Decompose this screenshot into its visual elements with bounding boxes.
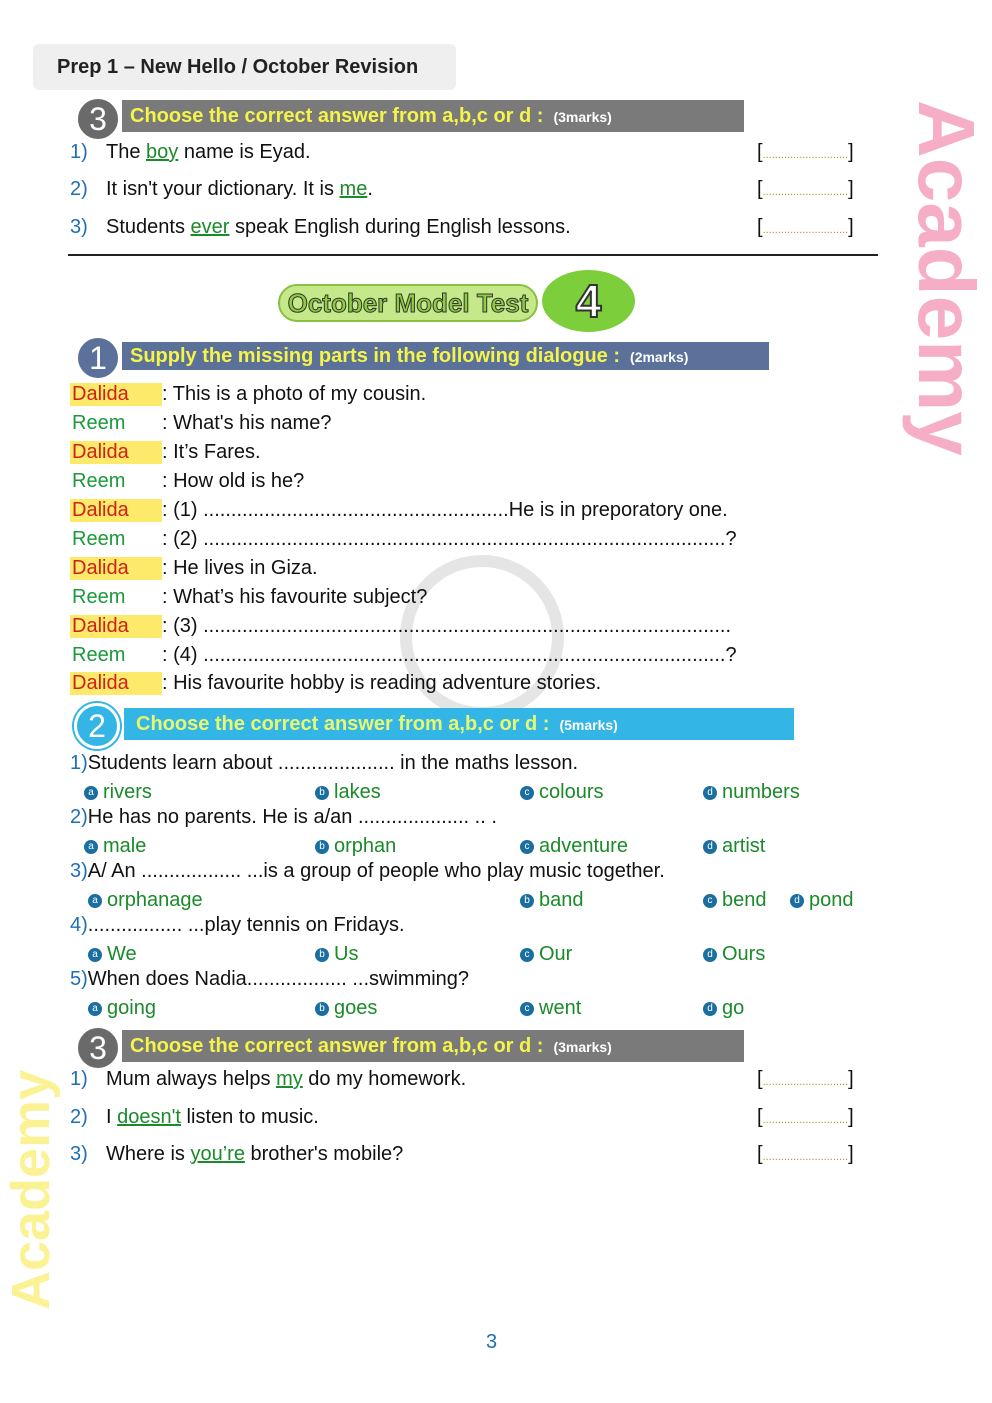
section-number: 1: [76, 336, 120, 380]
option-b[interactable]: b band: [520, 889, 584, 912]
section-marks: (2marks): [630, 349, 689, 365]
option-d[interactable]: d pond: [790, 889, 854, 912]
option-a[interactable]: a rivers: [84, 781, 152, 804]
question-item: 2) I doesn't listen to music.: [70, 1106, 319, 1128]
option-c[interactable]: c colours: [520, 781, 603, 804]
mcq-question: 2)He has no parents. He is a/an .................... .. .: [70, 806, 497, 828]
watermark-pink: Academy: [902, 100, 991, 456]
section-marks: (3marks): [553, 109, 612, 125]
dialogue-line-blank[interactable]: Dalida : (3) ...............................................................................................: [72, 615, 731, 637]
question-item: 3) Where is you’re brother's mobile?: [70, 1143, 404, 1165]
dialogue-line-blank[interactable]: Reem : (4) ..............................................................................................?: [72, 644, 737, 666]
section-banner: [122, 342, 769, 370]
section-banner: [122, 1030, 744, 1062]
option-d[interactable]: d numbers: [703, 781, 800, 804]
dialogue-line: Reem : What's his name?: [72, 412, 332, 434]
section-banner: [124, 708, 794, 740]
page-number: 3: [486, 1331, 498, 1353]
section-number: 3: [76, 97, 120, 141]
section-banner: [122, 100, 744, 132]
model-test-number: 4: [542, 270, 635, 332]
model-test-title: October Model Test: [278, 284, 538, 322]
option-d[interactable]: d go: [703, 997, 744, 1020]
option-c[interactable]: c went: [520, 997, 581, 1020]
option-b[interactable]: b Us: [315, 943, 358, 966]
question-item: 2) It isn't your dictionary. It is me.: [70, 178, 373, 200]
section-number: 2: [74, 703, 120, 749]
section-title: Choose the correct answer from a,b,c or d :: [136, 713, 550, 735]
option-d[interactable]: d artist: [703, 835, 765, 858]
mcq-question: 5)When does Nadia.................. ...swimming?: [70, 968, 470, 990]
section-title: Choose the correct answer from a,b,c or d :: [130, 105, 544, 127]
dialogue-line: Reem : What’s his favourite subject?: [72, 586, 428, 608]
answer-blank[interactable]: [............................]: [757, 1143, 854, 1165]
section-marks: (5marks): [559, 717, 618, 733]
dialogue-line-blank[interactable]: Dalida : (1) .......................................................He is in preporatory one.: [72, 499, 728, 521]
mcq-question: 3)A/ An .................. ...is a group of people who play music together.: [70, 860, 665, 882]
answer-blank[interactable]: [............................]: [757, 1106, 854, 1128]
option-a[interactable]: a We: [88, 943, 137, 966]
page-header: Prep 1 – New Hello / October Revision: [33, 44, 456, 90]
option-a[interactable]: a orphanage: [88, 889, 203, 912]
option-b[interactable]: b goes: [315, 997, 377, 1020]
option-a[interactable]: a going: [88, 997, 156, 1020]
question-item: 3) Students ever speak English during English lessons.: [70, 216, 571, 238]
answer-blank[interactable]: [............................]: [757, 141, 854, 163]
section-marks: (3marks): [553, 1039, 612, 1055]
section-title: Supply the missing parts in the following dialogue :: [130, 345, 621, 367]
dialogue-line: Dalida : This is a photo of my cousin.: [72, 383, 427, 405]
dialogue-line: Dalida : He lives in Giza.: [72, 557, 318, 579]
dialogue-line: Dalida : It’s Fares.: [72, 441, 261, 463]
dialogue-line: Reem : How old is he?: [72, 470, 305, 492]
answer-blank[interactable]: [............................]: [757, 216, 854, 238]
mcq-question: 4)................. ...play tennis on Fridays.: [70, 914, 405, 936]
option-c[interactable]: c bend: [703, 889, 767, 912]
option-c[interactable]: c adventure: [520, 835, 628, 858]
section-number: 3: [76, 1026, 120, 1070]
dialogue-line-blank[interactable]: Reem : (2) ..............................................................................................?: [72, 528, 737, 550]
option-d[interactable]: d Ours: [703, 943, 765, 966]
dialogue-line: Dalida : His favourite hobby is reading adventure stories.: [72, 672, 602, 694]
option-c[interactable]: c Our: [520, 943, 572, 966]
answer-blank[interactable]: [............................]: [757, 1068, 854, 1090]
question-item: 1) Mum always helps my do my homework.: [70, 1068, 467, 1090]
watermark-yellow: Academy: [1, 1069, 61, 1310]
answer-blank[interactable]: [............................]: [757, 178, 854, 200]
question-item: 1) The boy name is Eyad.: [70, 141, 311, 163]
option-b[interactable]: b orphan: [315, 835, 396, 858]
option-b[interactable]: b lakes: [315, 781, 381, 804]
option-a[interactable]: a male: [84, 835, 146, 858]
divider: [68, 254, 878, 256]
section-title: Choose the correct answer from a,b,c or d :: [130, 1035, 544, 1057]
mcq-question: 1)Students learn about ..................... in the maths lesson.: [70, 752, 579, 774]
